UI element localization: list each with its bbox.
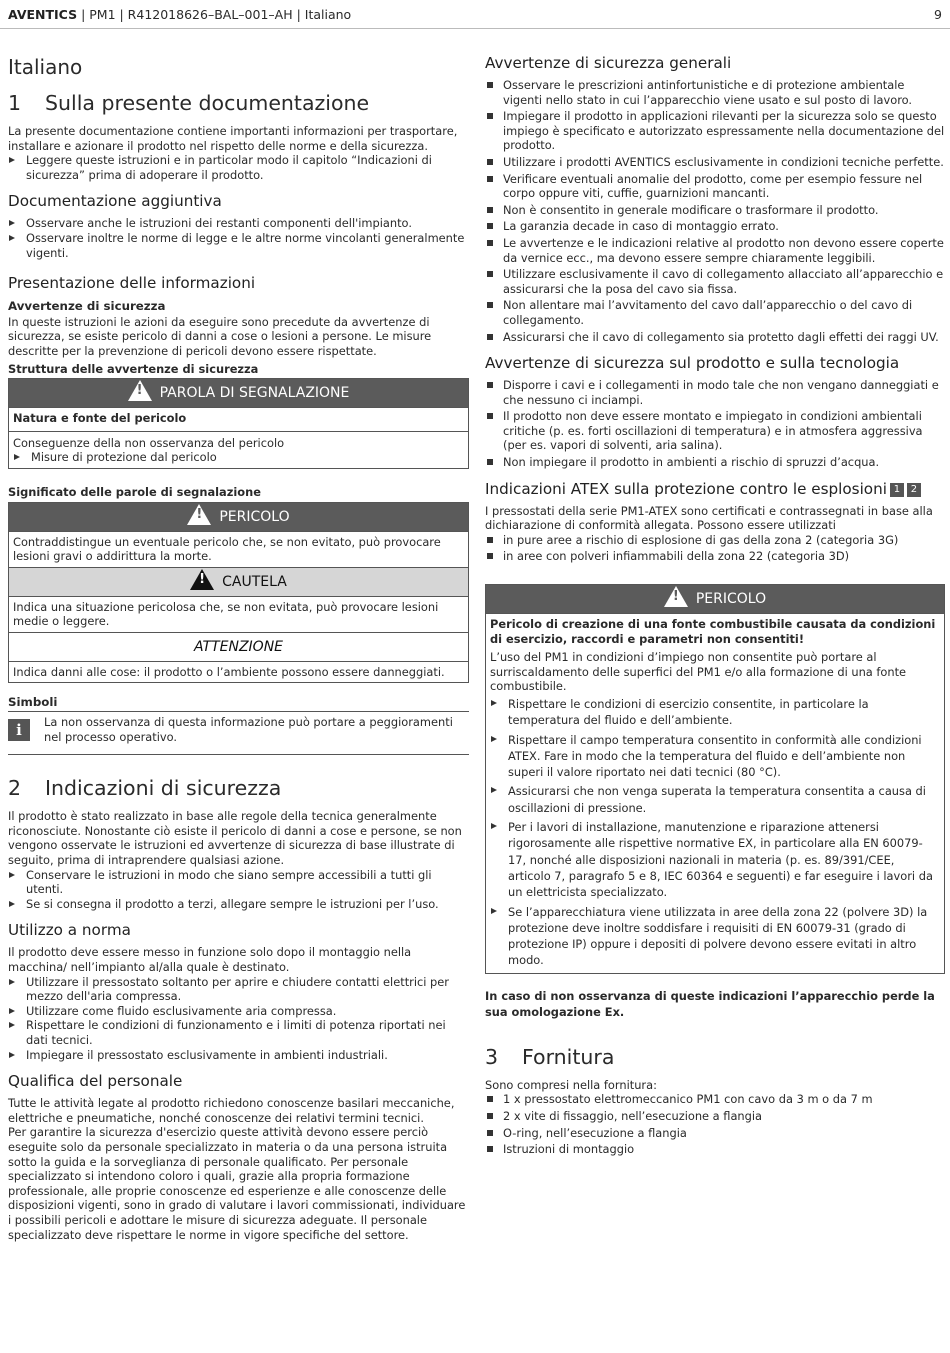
list-item: Impiegare il pressostato esclusivamente in ambienti industriali. [8,1048,469,1063]
list-item: Utilizzare i prodotti AVENTICS esclusivamente in condizioni tecniche perfette. [485,155,945,170]
cautela-bar: !CAUTELA [9,567,468,596]
struct-nature: Natura e fonte del pericolo [9,407,468,431]
signal-words-box [8,502,469,684]
list-item: 1 x pressostato elettromeccanico PM1 con cavo da 3 m o da 7 m [485,1092,945,1107]
qual-p1: Tutte le attività legate al prodotto richiedono conoscenze basilari meccaniche, elettriche e pneumatiche, nonché conoscenze dei relativi termini tecnici. [8,1096,455,1125]
list-item: Per i lavori di installazione, manutenzione e riparazione attenersi rigorosamente alle rispettive normative EX, in particolare alla EN 60079-17, nonché alle disposizioni nazionali in materia (p. es. 89/391/CEE, articolo 7, paragrafo 5 e 8, IEC 60364 e seguenti) e far eseguire i lavori da un elettricista specializzato. [490,819,940,900]
left-column [8,54,469,1242]
danger-body [486,613,944,973]
figure-ref-badge: 1 [890,483,904,497]
atex-title: Indicazioni ATEX sulla protezione contro le esplosioni 1 2 [485,480,945,499]
attenzione-bar: ATTENZIONE [9,632,468,661]
signal-bar: !PAROLA DI SEGNALAZIONE [9,379,468,407]
list-item: Misure di protezione dal pericolo [13,450,464,465]
list-item: Osservare inoltre le norme di legge e le altre norme vincolanti generalmente vigenti. [8,231,469,260]
gen-title: Avvertenze di sicurezza generali [485,54,732,72]
pericolo-bar: !PERICOLO [486,585,944,613]
list-item: Istruzioni di montaggio [485,1142,945,1157]
list-item: Le avvertenze e le indicazioni relative al prodotto non devono essere coperte da vernice ecc., ma devono essere sempre chiaramente leggibili. [485,236,945,265]
list-item: Conservare le istruzioni in modo che siano sempre accessibili a tutti gli utenti. [8,868,469,897]
header-divider [0,28,950,29]
danger-heading: Pericolo di creazione di una fonte combustibile causata da condizioni di esercizio, raccordi e parametri non consentiti! [490,617,936,646]
warning-icon [190,569,214,590]
pericolo-text: Contraddistingue un eventuale pericolo che, se non evitato, può provocare lesioni gravi o addirittura la morte. [9,531,468,567]
list-item: Utilizzare esclusivamente il cavo di collegamento allacciato all’apparecchio e assicurarsi che la posa del cavo sia fissa. [485,267,945,296]
right-column [485,54,945,1159]
s2-intro: Il prodotto è stato realizzato in base alle regole della tecnica generalmente riconosciute. Nonostante ciò esiste il pericolo di danni a cose e persone, se non vengono osservate le istruzioni ed avvertenze di sicurezza di base illustrate di seguito, prima di intraprendere qualsiasi azione. [8,809,462,868]
list-item: Impiegare il prodotto in applicazioni rilevanti per la sicurezza solo se questo impiego è specificato e autorizzato espressamente nella documentazione del prodotto. [485,109,945,153]
list-item: Osservare anche le istruzioni dei restanti componenti dell'impianto. [8,216,469,231]
list-item: Non è consentito in generale modificare o trasformare il prodotto. [485,203,945,218]
atex-intro: I pressostati della serie PM1-ATEX sono certificati e contrassegnati in base alla dichiarazione di conformità allegata. Possono essere utilizzati [485,503,933,533]
pericolo-bar: !PERICOLO [9,503,468,531]
meaning-title: Significato delle parole di segnalazione [8,484,261,499]
warning-icon [128,380,152,401]
list-item: Assicurarsi che non venga superata la temperatura consentita a causa di oscillazioni di pressione. [490,783,940,816]
cautela-text: Indica una situazione pericolosa che, se non evitata, può provocare lesioni medie o leggere. [9,596,468,632]
list-item: Se l’apparecchiatura viene utilizzata in aree della zona 22 (polvere 3D) la protezione deve inoltre soddisfare i requisiti di EN 60079-31 (grado di protezione IP) oppure i depositi di polvere devono essere evitati in altro modo. [490,904,940,969]
pres-title: Presentazione delle informazioni [8,274,256,293]
simboli-title: Simboli [8,695,58,710]
warning-icon [187,504,211,525]
struct-body: Conseguenze della non osservanza del pericolo Misure di protezione dal pericolo [9,431,468,468]
list-item: Osservare le prescrizioni antinfortunistiche e di protezione ambientale vigenti nello stato in cui l’apparecchio viene usato e sul posto di lavoro. [485,78,945,107]
list-item: Utilizzare il pressostato soltanto per aprire e chiudere contatti elettrici per mezzo dell'aria compressa. [8,975,469,1004]
list-item: Utilizzare come fluido esclusivamente aria compressa. [8,1004,469,1019]
qual-title: Qualifica del personale [8,1072,183,1091]
list-item: Verificare eventuali anomalie del prodotto, come per esempio fessure nel corpo oppure viti, cuffie, guarnizioni mancanti. [485,172,945,201]
doc-title: Documentazione aggiuntiva [8,192,222,211]
s2-list [8,868,469,912]
prod-title: Avvertenze di sicurezza sul prodotto e sulla tecnologia [485,354,900,373]
list-item: O-ring, nell’esecuzione a flangia [485,1126,945,1141]
list-item: in aree con polveri infiammabili della zona 22 (categoria 3D) [485,549,945,564]
warning-icon [664,586,688,607]
s1-list [8,153,469,182]
list-item: 2 x vite di fissaggio, nell’esecuzione a flangia [485,1109,945,1124]
list-item: Non impiegare il prodotto in ambienti a rischio di spruzzi d’acqua. [485,455,945,470]
s1-intro: La presente documentazione contiene importanti informazioni per trasportare, installare e azionare il prodotto nel rispetto delle norme e della sicurezza. [8,124,458,153]
language-title: Italiano [8,55,83,79]
ex-note: In caso di non osservanza di queste indicazioni l’apparecchio perde la sua omologazione Ex. [485,988,935,1019]
section-2-title: 2 Indicazioni di sicurezza [8,776,282,801]
pres-subtitle: Avvertenze di sicurezza [8,299,166,314]
simboli-text: La non osservanza di questa informazione può portare a peggioramenti nel processo operativo. [44,715,453,744]
danger-text: L’uso del PM1 in condizioni d’impiego non consentite può portare al surriscaldamento delle superfici del PM1 e/o alla formazione di una fonte combustibile. [490,650,907,694]
section-3-title: 3 Fornitura [485,1044,615,1069]
info-icon: i [8,719,30,741]
atex-list [485,533,945,564]
list-item: Se si consegna il prodotto a terzi, allegare sempre le istruzioni per l’uso. [8,897,469,912]
struct-box [8,378,469,469]
prod-list [485,378,945,470]
header-doc-info: | PM1 | R412018626–BAL–001–AH | Italiano [77,7,352,22]
list-item: Non allentare mai l’avvitamento del cavo dall’apparecchio o del cavo di collegamento. [485,298,945,327]
simboli-row [8,711,469,755]
list-item: Rispettare le condizioni di funzionamento e i limiti di potenza riportati nei dati tecnici. [8,1018,469,1047]
list-item: Leggere queste istruzioni e in particolar modo il capitolo “Indicazioni di sicurezza” prima di adoperare il prodotto. [8,153,469,182]
list-item: in pure aree a rischio di esplosione di gas della zona 2 (categoria 3G) [485,533,945,548]
struct-title: Struttura delle avvertenze di sicurezza [8,361,259,376]
uso-list [8,975,469,1063]
qual-p2: Per garantire la sicurezza d'esercizio queste attività devono essere perciò eseguite solo da personale specializzato in materia o da una persona istruita sotto la guida e la sorveglianza di personale qualificato. Per personale specializzato si intendono coloro i quali, grazie alla propria formazione professionale, alle proprie conoscenze ed esperienze e alle conoscenze delle disposizioni vigenti, sono in grado di valutare i lavori commissionati, individuare i possibili pericoli e adottare le misure di sicurezza adeguate. Il personale specializzato deve rispettare le norme in vigore specifiche del settore. [8,1125,466,1242]
section-1-title: 1 Sulla presente documentazione [8,91,370,115]
s3-list [485,1092,945,1156]
atex-danger-box [485,584,945,974]
attenzione-text: Indica danni alle cose: il prodotto o l’ambiente possono essere danneggiati. [9,661,468,683]
uso-title: Utilizzo a norma [8,921,131,940]
list-item: Disporre i cavi e i collegamenti in modo tale che non vengano danneggiati e che nessuno ci inciampi. [485,378,945,407]
doc-list [8,216,469,260]
list-item: Rispettare le condizioni di esercizio consentite, in particolare la temperatura del fluido e dell’ambiente. [490,696,940,729]
list-item: Assicurarsi che il cavo di collegamento sia protetto dagli effetti dei raggi UV. [485,330,945,345]
uso-intro: Il prodotto deve essere messo in funzione solo dopo il montaggio nella macchina/ nell’impianto al/alla quale è destinato. [8,945,412,974]
list-item: Il prodotto non deve essere montato e impiegato in condizioni ambientali critiche (p. es. forti oscillazioni di temperatura) e in atmosfera aggressiva (per es. vapori di solventi, aria salina). [485,409,945,453]
page-header [8,8,942,24]
pres-text: In queste istruzioni le azioni da eseguire sono precedute da avvertenze di sicurezza, se esiste pericolo di danni a cose o lesioni a persone. Le misure descritte per la prevenzione di pericoli devono essere rispettate. [8,314,432,358]
list-item: La garanzia decade in caso di montaggio errato. [485,219,945,234]
page-number: 9 [934,7,942,22]
brand: AVENTICS [8,7,78,22]
list-item: Rispettare il campo temperatura consentito in conformità alle condizioni ATEX. Fare in modo che la temperatura del fluido e dell’ambiente non superi il valore riportato nei dati tecnici (80 °C). [490,732,940,781]
gen-list [485,78,945,344]
s3-intro: Sono compresi nella fornitura: [485,1077,657,1092]
figure-ref-badge: 2 [907,483,921,497]
